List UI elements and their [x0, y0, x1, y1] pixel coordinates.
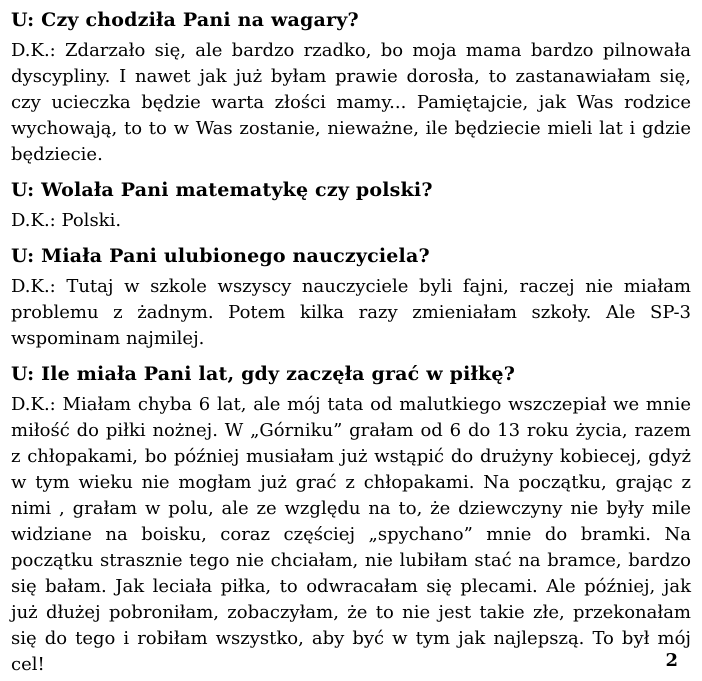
question-heading: U: Wolała Pani matematykę czy polski?: [11, 179, 433, 201]
page-number: 2: [665, 650, 678, 671]
question-heading: U: Miała Pani ulubionego nauczyciela?: [11, 245, 430, 267]
answer-paragraph: D.K.: Zdarzało się, ale bardzo rzadko, bo moja mama bardzo pilnowała dyscypliny. I nawet jak już byłam prawie dorosła, to zastanawiałam się, czy ucieczka będzie warta złości mamy... Pamiętajcie, jak Was rodzice wychowają, to to w Was zostanie, nieważne, ile będziecie mieli lat i gdzie będziecie.: [11, 40, 691, 165]
qa-section: [11, 177, 691, 234]
question-heading: U: Ile miała Pani lat, gdy zaczęła grać w piłkę?: [11, 363, 516, 385]
qa-section: [11, 243, 691, 352]
qa-section: [11, 361, 691, 678]
answer-paragraph: D.K.: Polski.: [11, 210, 122, 231]
qa-section: [11, 7, 691, 168]
question-heading: U: Czy chodziła Pani na wagary?: [11, 9, 359, 31]
answer-paragraph: D.K.: Miałam chyba 6 lat, ale mój tata od malutkiego wszczepiał we mnie miłość do piłki nożnej. W „Górniku” grałam od 6 do 13 roku życia, razem z chłopakami, bo później musiałam już wstąpić do drużyny kobiecej, gdyż w tym wieku nie mogłam już grać z chłopakami. Na początku, grając z nimi , grałam w polu, ale ze względu na to, że dziewczyny nie były mile widziane na boisku, coraz częściej „spychano” mnie do bramki. Na początku strasznie tego nie chciałam, nie lubiłam stać na bramce, bardzo się bałam. Jak leciała piłka, to odwracałam się plecami. Ale później, jak już dłużej pobroniłam, zobaczyłam, że to nie jest takie złe, przekonałam się do tego i robiłam wszystko, aby być w tym jak najlepszą. To był mój cel!: [11, 394, 691, 675]
answer-paragraph: D.K.: Tutaj w szkole wszyscy nauczyciele byli fajni, raczej nie miałam problemu z żadnym. Potem kilka razy zmieniałam szkoły. Ale SP-3 wspominam najmilej.: [11, 276, 691, 349]
